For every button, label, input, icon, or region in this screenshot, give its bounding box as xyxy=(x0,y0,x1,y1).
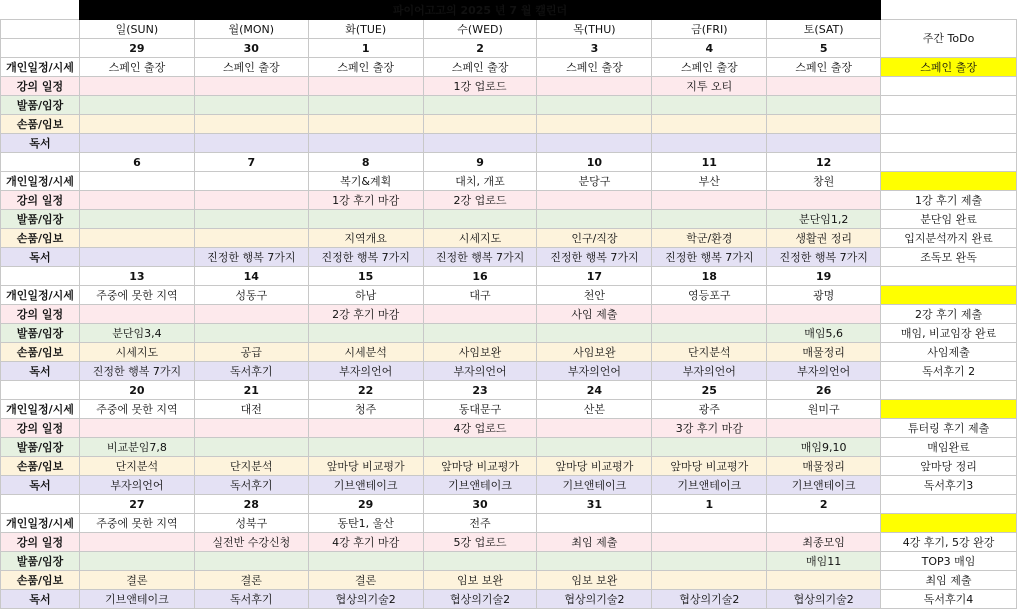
schedule-cell[interactable] xyxy=(652,115,767,134)
todo-spacer[interactable] xyxy=(881,381,1017,400)
todo-cell[interactable]: 입지분석까지 완료 xyxy=(881,229,1017,248)
week-label-blank[interactable] xyxy=(1,39,80,58)
schedule-cell[interactable]: 3강 후기 마감 xyxy=(652,419,767,438)
schedule-cell[interactable] xyxy=(308,419,423,438)
schedule-cell[interactable] xyxy=(423,552,537,571)
schedule-cell[interactable]: 학군/환경 xyxy=(652,229,767,248)
schedule-cell[interactable]: 임보 보완 xyxy=(423,571,537,590)
schedule-cell[interactable] xyxy=(79,248,194,267)
date-cell[interactable]: 1 xyxy=(652,495,767,514)
date-cell[interactable]: 28 xyxy=(194,495,308,514)
todo-cell[interactable]: 2강 후기 제출 xyxy=(881,305,1017,324)
row-label[interactable]: 손품/임보 xyxy=(1,229,80,248)
row-label[interactable]: 발품/임장 xyxy=(1,438,80,457)
week-label-blank[interactable] xyxy=(1,153,80,172)
schedule-cell[interactable] xyxy=(79,96,194,115)
todo-cell[interactable] xyxy=(881,286,1017,305)
schedule-cell[interactable]: 진정한 행복 7가지 xyxy=(194,248,308,267)
row-label[interactable]: 손품/임보 xyxy=(1,115,80,134)
schedule-cell[interactable] xyxy=(537,191,652,210)
schedule-cell[interactable]: 결론 xyxy=(308,571,423,590)
row-label[interactable]: 개인일정/시세 xyxy=(1,400,80,419)
schedule-cell[interactable]: 임보 보완 xyxy=(537,571,652,590)
schedule-cell[interactable]: 진정한 행복 7가지 xyxy=(537,248,652,267)
date-cell[interactable]: 15 xyxy=(308,267,423,286)
schedule-cell[interactable] xyxy=(767,134,881,153)
schedule-cell[interactable]: 협상의기술2 xyxy=(767,590,881,609)
schedule-cell[interactable] xyxy=(652,514,767,533)
row-label[interactable]: 발품/임장 xyxy=(1,96,80,115)
schedule-cell[interactable]: 스페인 출장 xyxy=(423,58,537,77)
schedule-cell[interactable] xyxy=(537,438,652,457)
schedule-cell[interactable] xyxy=(767,514,881,533)
todo-cell[interactable] xyxy=(881,400,1017,419)
todo-cell[interactable] xyxy=(881,96,1017,115)
date-cell[interactable]: 10 xyxy=(537,153,652,172)
date-cell[interactable]: 24 xyxy=(537,381,652,400)
todo-cell[interactable]: 튜터링 후기 제출 xyxy=(881,419,1017,438)
day-header[interactable]: 토(SAT) xyxy=(767,20,881,39)
todo-cell[interactable] xyxy=(881,134,1017,153)
row-label[interactable]: 발품/임장 xyxy=(1,324,80,343)
schedule-cell[interactable] xyxy=(194,191,308,210)
schedule-cell[interactable]: 독서후기 xyxy=(194,590,308,609)
schedule-cell[interactable]: 매물정리 xyxy=(767,343,881,362)
schedule-cell[interactable]: 2강 업로드 xyxy=(423,191,537,210)
schedule-cell[interactable]: 앞마당 비교평가 xyxy=(537,457,652,476)
schedule-cell[interactable]: 협상의기술2 xyxy=(652,590,767,609)
date-cell[interactable]: 6 xyxy=(79,153,194,172)
schedule-cell[interactable]: 기브앤테이크 xyxy=(423,476,537,495)
schedule-cell[interactable] xyxy=(308,552,423,571)
schedule-cell[interactable] xyxy=(194,134,308,153)
row-label[interactable]: 발품/임장 xyxy=(1,552,80,571)
date-cell[interactable]: 20 xyxy=(79,381,194,400)
schedule-cell[interactable]: 스페인 출장 xyxy=(767,58,881,77)
schedule-cell[interactable] xyxy=(308,77,423,96)
calendar-title: 파이어고고의 2025 년 7 월 캘린더 xyxy=(79,1,880,20)
schedule-cell[interactable] xyxy=(79,210,194,229)
schedule-cell[interactable] xyxy=(194,438,308,457)
date-cell[interactable]: 1 xyxy=(308,39,423,58)
schedule-cell[interactable]: 최종모임 xyxy=(767,533,881,552)
date-cell[interactable]: 18 xyxy=(652,267,767,286)
schedule-cell[interactable] xyxy=(79,77,194,96)
schedule-cell[interactable]: 진정한 행복 7가지 xyxy=(652,248,767,267)
todo-spacer[interactable] xyxy=(881,495,1017,514)
schedule-cell[interactable]: 4강 업로드 xyxy=(423,419,537,438)
date-cell[interactable]: 21 xyxy=(194,381,308,400)
header-blank[interactable] xyxy=(1,20,80,39)
date-cell[interactable]: 8 xyxy=(308,153,423,172)
schedule-cell[interactable] xyxy=(423,115,537,134)
schedule-cell[interactable]: 부자의언어 xyxy=(537,362,652,381)
schedule-cell[interactable]: 매물정리 xyxy=(767,457,881,476)
row-label[interactable]: 독서 xyxy=(1,476,80,495)
todo-cell[interactable]: 매임완료 xyxy=(881,438,1017,457)
schedule-cell[interactable]: 창원 xyxy=(767,172,881,191)
schedule-cell[interactable] xyxy=(79,191,194,210)
date-cell[interactable]: 11 xyxy=(652,153,767,172)
date-cell[interactable]: 30 xyxy=(194,39,308,58)
todo-cell[interactable]: 조독모 완독 xyxy=(881,248,1017,267)
schedule-cell[interactable] xyxy=(308,438,423,457)
schedule-cell[interactable]: 1강 업로드 xyxy=(423,77,537,96)
schedule-cell[interactable]: 분당구 xyxy=(537,172,652,191)
schedule-cell[interactable]: 천안 xyxy=(537,286,652,305)
schedule-cell[interactable] xyxy=(194,210,308,229)
schedule-cell[interactable]: 부자의언어 xyxy=(423,362,537,381)
todo-cell[interactable]: 독서후기 2 xyxy=(881,362,1017,381)
schedule-cell[interactable] xyxy=(423,134,537,153)
schedule-cell[interactable] xyxy=(652,438,767,457)
schedule-cell[interactable] xyxy=(652,552,767,571)
schedule-cell[interactable]: 매임9,10 xyxy=(767,438,881,457)
schedule-cell[interactable]: 단지분석 xyxy=(652,343,767,362)
date-cell[interactable]: 9 xyxy=(423,153,537,172)
date-cell[interactable]: 25 xyxy=(652,381,767,400)
schedule-cell[interactable]: 기브앤테이크 xyxy=(537,476,652,495)
schedule-cell[interactable]: 실전반 수강신청 xyxy=(194,533,308,552)
day-header[interactable]: 일(SUN) xyxy=(79,20,194,39)
row-label[interactable]: 개인일정/시세 xyxy=(1,58,80,77)
schedule-cell[interactable] xyxy=(194,115,308,134)
schedule-cell[interactable]: 사임 제출 xyxy=(537,305,652,324)
schedule-cell[interactable]: 원미구 xyxy=(767,400,881,419)
row-label[interactable]: 개인일정/시세 xyxy=(1,514,80,533)
date-cell[interactable]: 2 xyxy=(423,39,537,58)
todo-cell[interactable]: 4강 후기, 5강 완강 xyxy=(881,533,1017,552)
row-label[interactable]: 독서 xyxy=(1,362,80,381)
day-header[interactable]: 월(MON) xyxy=(194,20,308,39)
schedule-cell[interactable]: 시세지도 xyxy=(423,229,537,248)
schedule-cell[interactable] xyxy=(537,552,652,571)
corner-blank xyxy=(1,1,80,20)
schedule-cell[interactable]: 산본 xyxy=(537,400,652,419)
schedule-cell[interactable] xyxy=(652,324,767,343)
todo-cell[interactable]: 분단임 완료 xyxy=(881,210,1017,229)
date-cell[interactable]: 30 xyxy=(423,495,537,514)
date-cell[interactable]: 16 xyxy=(423,267,537,286)
schedule-cell[interactable]: 전주 xyxy=(423,514,537,533)
schedule-cell[interactable]: 사임보완 xyxy=(423,343,537,362)
schedule-cell[interactable]: 진정한 행복 7가지 xyxy=(423,248,537,267)
schedule-cell[interactable] xyxy=(308,210,423,229)
todo-cell[interactable]: 매임, 비교임장 완료 xyxy=(881,324,1017,343)
date-cell[interactable]: 29 xyxy=(79,39,194,58)
row-label[interactable]: 개인일정/시세 xyxy=(1,172,80,191)
schedule-cell[interactable]: 분단임1,2 xyxy=(767,210,881,229)
schedule-cell[interactable] xyxy=(767,77,881,96)
day-header[interactable]: 금(FRI) xyxy=(652,20,767,39)
schedule-cell[interactable] xyxy=(79,419,194,438)
corner-blank xyxy=(881,1,1017,20)
day-header[interactable]: 목(THU) xyxy=(537,20,652,39)
schedule-cell[interactable]: 결론 xyxy=(194,571,308,590)
date-cell[interactable]: 19 xyxy=(767,267,881,286)
schedule-cell[interactable]: 1강 후기 마감 xyxy=(308,191,423,210)
weekly-todo-header[interactable]: 주간 ToDo xyxy=(881,20,1017,58)
schedule-cell[interactable] xyxy=(79,305,194,324)
schedule-cell[interactable]: 부자의언어 xyxy=(308,362,423,381)
row-label[interactable]: 강의 일정 xyxy=(1,419,80,438)
todo-cell[interactable] xyxy=(881,77,1017,96)
date-cell[interactable]: 14 xyxy=(194,267,308,286)
schedule-cell[interactable] xyxy=(537,96,652,115)
schedule-cell[interactable] xyxy=(652,210,767,229)
todo-cell[interactable]: 스페인 출장 xyxy=(881,58,1017,77)
row-label[interactable]: 독서 xyxy=(1,590,80,609)
schedule-cell[interactable]: 공급 xyxy=(194,343,308,362)
schedule-cell[interactable]: 지투 오티 xyxy=(652,77,767,96)
schedule-cell[interactable] xyxy=(308,96,423,115)
todo-cell[interactable] xyxy=(881,514,1017,533)
schedule-cell[interactable]: 기브앤테이크 xyxy=(652,476,767,495)
schedule-cell[interactable] xyxy=(308,115,423,134)
date-cell[interactable]: 17 xyxy=(537,267,652,286)
schedule-cell[interactable]: 협상의기술2 xyxy=(308,590,423,609)
schedule-cell[interactable]: 청주 xyxy=(308,400,423,419)
day-header[interactable]: 화(TUE) xyxy=(308,20,423,39)
schedule-cell[interactable] xyxy=(767,115,881,134)
schedule-cell[interactable]: 하남 xyxy=(308,286,423,305)
schedule-cell[interactable] xyxy=(537,324,652,343)
schedule-cell[interactable] xyxy=(308,324,423,343)
date-cell[interactable]: 22 xyxy=(308,381,423,400)
schedule-cell[interactable]: 단지분석 xyxy=(194,457,308,476)
schedule-cell[interactable] xyxy=(194,324,308,343)
schedule-cell[interactable]: 독서후기 xyxy=(194,476,308,495)
todo-cell[interactable]: 독서후기3 xyxy=(881,476,1017,495)
row-label[interactable]: 강의 일정 xyxy=(1,305,80,324)
schedule-cell[interactable] xyxy=(537,514,652,533)
date-cell[interactable]: 12 xyxy=(767,153,881,172)
schedule-cell[interactable] xyxy=(652,305,767,324)
schedule-cell[interactable]: 분단임3,4 xyxy=(79,324,194,343)
schedule-cell[interactable] xyxy=(194,305,308,324)
schedule-cell[interactable]: 영등포구 xyxy=(652,286,767,305)
schedule-cell[interactable]: 동대문구 xyxy=(423,400,537,419)
todo-cell[interactable]: 독서후기4 xyxy=(881,590,1017,609)
schedule-cell[interactable] xyxy=(767,96,881,115)
schedule-cell[interactable]: 주중에 못한 지역 xyxy=(79,400,194,419)
schedule-cell[interactable]: 앞마당 비교평가 xyxy=(652,457,767,476)
todo-cell[interactable]: TOP3 매임 xyxy=(881,552,1017,571)
schedule-cell[interactable]: 기브앤테이크 xyxy=(79,590,194,609)
schedule-cell[interactable] xyxy=(423,210,537,229)
schedule-cell[interactable]: 인구/직장 xyxy=(537,229,652,248)
todo-spacer[interactable] xyxy=(881,267,1017,286)
week-label-blank[interactable] xyxy=(1,381,80,400)
schedule-cell[interactable] xyxy=(537,134,652,153)
schedule-cell[interactable] xyxy=(79,172,194,191)
schedule-cell[interactable]: 협상의기술2 xyxy=(537,590,652,609)
row-label[interactable]: 손품/임보 xyxy=(1,571,80,590)
date-cell[interactable]: 31 xyxy=(537,495,652,514)
schedule-cell[interactable]: 진정한 행복 7가지 xyxy=(767,248,881,267)
schedule-cell[interactable] xyxy=(423,96,537,115)
schedule-cell[interactable]: 주중에 못한 지역 xyxy=(79,514,194,533)
schedule-cell[interactable] xyxy=(423,324,537,343)
date-cell[interactable]: 2 xyxy=(767,495,881,514)
schedule-cell[interactable] xyxy=(537,115,652,134)
schedule-cell[interactable] xyxy=(79,552,194,571)
row-label[interactable]: 강의 일정 xyxy=(1,77,80,96)
schedule-cell[interactable]: 부산 xyxy=(652,172,767,191)
schedule-cell[interactable] xyxy=(423,438,537,457)
schedule-cell[interactable]: 단지분석 xyxy=(79,457,194,476)
schedule-cell[interactable]: 동탄1, 울산 xyxy=(308,514,423,533)
schedule-cell[interactable]: 기브앤테이크 xyxy=(767,476,881,495)
row-label[interactable]: 개인일정/시세 xyxy=(1,286,80,305)
schedule-cell[interactable]: 부자의언어 xyxy=(767,362,881,381)
row-label[interactable]: 강의 일정 xyxy=(1,191,80,210)
date-cell[interactable]: 3 xyxy=(537,39,652,58)
schedule-cell[interactable]: 진정한 행복 7가지 xyxy=(308,248,423,267)
schedule-cell[interactable]: 사임보완 xyxy=(537,343,652,362)
schedule-cell[interactable] xyxy=(767,419,881,438)
row-label[interactable]: 손품/임보 xyxy=(1,457,80,476)
schedule-cell[interactable] xyxy=(79,229,194,248)
schedule-cell[interactable] xyxy=(194,419,308,438)
schedule-cell[interactable] xyxy=(767,305,881,324)
schedule-cell[interactable]: 성동구 xyxy=(194,286,308,305)
schedule-cell[interactable]: 진정한 행복 7가지 xyxy=(79,362,194,381)
schedule-cell[interactable] xyxy=(652,191,767,210)
schedule-cell[interactable]: 스페인 출장 xyxy=(308,58,423,77)
row-label[interactable]: 발품/임장 xyxy=(1,210,80,229)
todo-cell[interactable]: 앞마당 정리 xyxy=(881,457,1017,476)
schedule-cell[interactable] xyxy=(767,191,881,210)
date-cell[interactable]: 27 xyxy=(79,495,194,514)
schedule-cell[interactable]: 시세지도 xyxy=(79,343,194,362)
schedule-cell[interactable]: 스페인 출장 xyxy=(194,58,308,77)
schedule-cell[interactable] xyxy=(423,305,537,324)
todo-cell[interactable]: 1강 후기 제출 xyxy=(881,191,1017,210)
todo-cell[interactable] xyxy=(881,115,1017,134)
row-label[interactable]: 손품/임보 xyxy=(1,343,80,362)
schedule-cell[interactable] xyxy=(79,115,194,134)
schedule-cell[interactable] xyxy=(537,77,652,96)
date-cell[interactable]: 7 xyxy=(194,153,308,172)
schedule-cell[interactable]: 스페인 출장 xyxy=(79,58,194,77)
schedule-cell[interactable] xyxy=(652,571,767,590)
schedule-cell[interactable]: 광명 xyxy=(767,286,881,305)
row-label[interactable]: 독서 xyxy=(1,134,80,153)
schedule-cell[interactable] xyxy=(652,533,767,552)
week-label-blank[interactable] xyxy=(1,495,80,514)
schedule-cell[interactable] xyxy=(308,134,423,153)
schedule-cell[interactable]: 대구 xyxy=(423,286,537,305)
date-cell[interactable]: 5 xyxy=(767,39,881,58)
schedule-cell[interactable] xyxy=(652,134,767,153)
schedule-cell[interactable]: 대전 xyxy=(194,400,308,419)
schedule-cell[interactable]: 독서후기 xyxy=(194,362,308,381)
schedule-cell[interactable] xyxy=(194,77,308,96)
todo-cell[interactable] xyxy=(881,172,1017,191)
schedule-cell[interactable]: 앞마당 비교평가 xyxy=(423,457,537,476)
schedule-cell[interactable]: 부자의언어 xyxy=(652,362,767,381)
schedule-cell[interactable]: 비교분임7,8 xyxy=(79,438,194,457)
schedule-cell[interactable] xyxy=(767,571,881,590)
schedule-cell[interactable]: 대치, 개포 xyxy=(423,172,537,191)
schedule-cell[interactable]: 4강 후기 마감 xyxy=(308,533,423,552)
todo-cell[interactable]: 사임제출 xyxy=(881,343,1017,362)
date-cell[interactable]: 29 xyxy=(308,495,423,514)
schedule-cell[interactable] xyxy=(194,552,308,571)
schedule-cell[interactable]: 협상의기술2 xyxy=(423,590,537,609)
schedule-cell[interactable]: 기브앤테이크 xyxy=(308,476,423,495)
schedule-cell[interactable] xyxy=(79,134,194,153)
schedule-cell[interactable]: 스페인 출장 xyxy=(537,58,652,77)
day-header[interactable]: 수(WED) xyxy=(423,20,537,39)
week-label-blank[interactable] xyxy=(1,267,80,286)
schedule-cell[interactable]: 결론 xyxy=(79,571,194,590)
schedule-cell[interactable]: 지역개요 xyxy=(308,229,423,248)
schedule-cell[interactable] xyxy=(652,96,767,115)
date-cell[interactable]: 13 xyxy=(79,267,194,286)
schedule-cell[interactable]: 주중에 못한 지역 xyxy=(79,286,194,305)
schedule-cell[interactable] xyxy=(194,172,308,191)
todo-cell[interactable]: 최임 제출 xyxy=(881,571,1017,590)
schedule-cell[interactable]: 복기&계획 xyxy=(308,172,423,191)
row-label[interactable]: 독서 xyxy=(1,248,80,267)
schedule-cell[interactable]: 2강 후기 마감 xyxy=(308,305,423,324)
schedule-cell[interactable] xyxy=(194,229,308,248)
schedule-cell[interactable]: 시세분석 xyxy=(308,343,423,362)
schedule-cell[interactable]: 앞마당 비교평가 xyxy=(308,457,423,476)
schedule-cell[interactable]: 스페인 출장 xyxy=(652,58,767,77)
date-cell[interactable]: 23 xyxy=(423,381,537,400)
todo-spacer[interactable] xyxy=(881,153,1017,172)
schedule-cell[interactable] xyxy=(194,96,308,115)
schedule-cell[interactable]: 성북구 xyxy=(194,514,308,533)
date-cell[interactable]: 4 xyxy=(652,39,767,58)
schedule-cell[interactable]: 광주 xyxy=(652,400,767,419)
schedule-cell[interactable]: 5강 업로드 xyxy=(423,533,537,552)
schedule-cell[interactable] xyxy=(537,210,652,229)
schedule-cell[interactable]: 생활권 정리 xyxy=(767,229,881,248)
row-label[interactable]: 강의 일정 xyxy=(1,533,80,552)
date-cell[interactable]: 26 xyxy=(767,381,881,400)
schedule-cell[interactable]: 매임11 xyxy=(767,552,881,571)
schedule-cell[interactable]: 최임 제출 xyxy=(537,533,652,552)
schedule-cell[interactable] xyxy=(79,533,194,552)
schedule-cell[interactable] xyxy=(537,419,652,438)
schedule-cell[interactable]: 매임5,6 xyxy=(767,324,881,343)
schedule-cell[interactable]: 부자의언어 xyxy=(79,476,194,495)
